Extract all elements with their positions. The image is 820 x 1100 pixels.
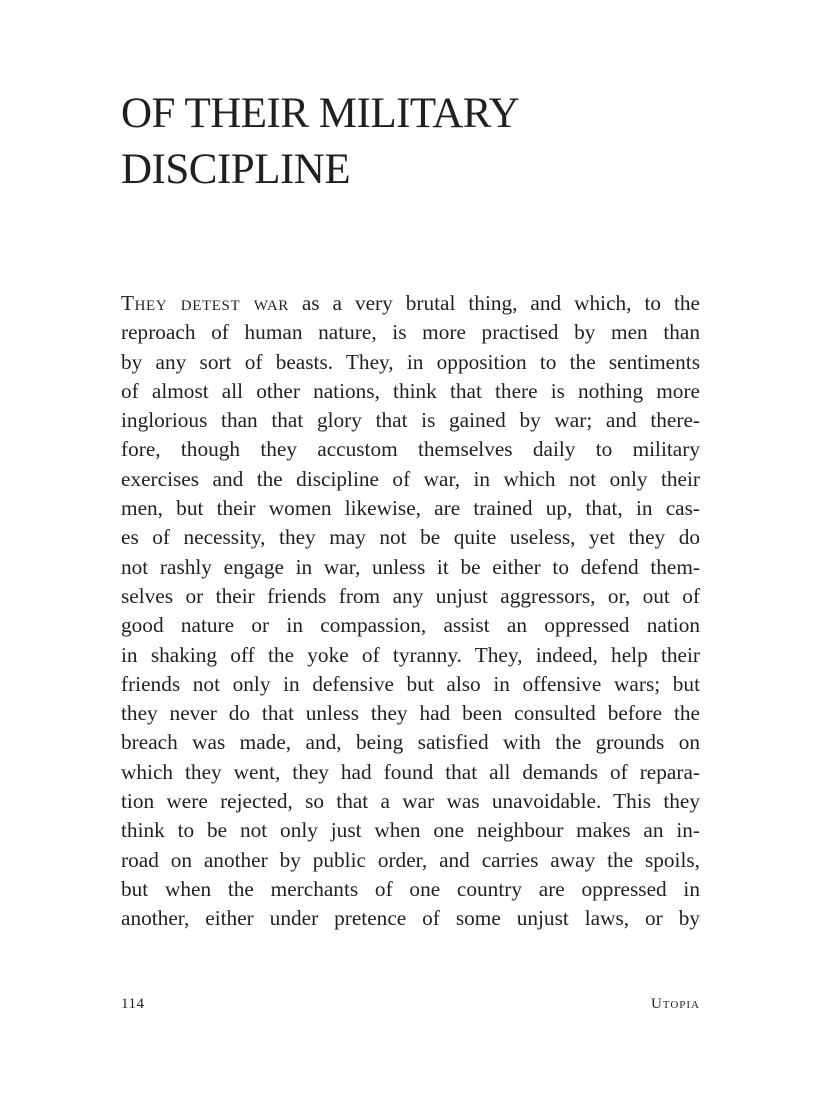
body-line-20: road on another by public order, and carries away the spoils, [121,847,700,872]
body-line-7: exercises and the discipline of war, in which not only their [121,466,700,491]
body-line-21: but when the merchants of one country are oppressed in [121,876,700,901]
page-number: 114 [121,996,145,1012]
body-line-22: another, either under pretence of some unjust laws, or by [121,906,700,931]
body-line-8: men, but their women likewise, are trained up, that, in cas- [121,496,700,521]
body-line-16: breach was made, and, being satisfied with the grounds on [121,730,700,755]
body-line-2: reproach of human nature, is more practised by men than [121,320,700,345]
running-head: Utopia [650,996,700,1012]
body-line-11: selves or their friends from any unjust aggressors, or, out of [121,583,700,608]
lead-in-smallcaps: They detest war [121,291,289,315]
body-line-4: of almost all other nations, think that there is nothing more [121,378,700,403]
body-line-14: friends not only in defensive but also in offensive wars; but [121,671,700,696]
body-line-9: es of necessity, they may not be quite useless, yet they do [121,525,700,550]
body-line-15: they never do that unless they had been consulted before the [121,701,700,726]
body-paragraph [121,289,700,934]
body-line-6: fore, though they accustom themselves daily to military [121,437,700,462]
chapter-title [121,86,721,198]
body-line-1-text: as a very brutal thing, and which, to the [288,291,700,315]
body-line-13: in shaking off the yoke of tyranny. They, indeed, help their [121,642,700,667]
body-line-17: which they went, they had found that all demands of repara- [121,759,700,784]
chapter-title-line-2: DISCIPLINE [121,146,351,193]
body-line-19: think to be not only just when one neighbour makes an in- [121,818,700,843]
body-line-10: not rashly engage in war, unless it be either to defend them- [121,554,700,579]
body-line-1 [121,289,700,318]
body-line-18: tion were rejected, so that a war was unavoidable. This they [121,789,700,814]
body-line-5: inglorious than that glory that is gained by war; and there- [121,408,700,433]
chapter-title-line-1: OF THEIR MILITARY [121,90,520,137]
body-line-12: good nature or in compassion, assist an oppressed nation [121,613,700,638]
page-footer [121,992,700,1016]
body-line-3: by any sort of beasts. They, in opposition to the sentiments [121,349,700,374]
